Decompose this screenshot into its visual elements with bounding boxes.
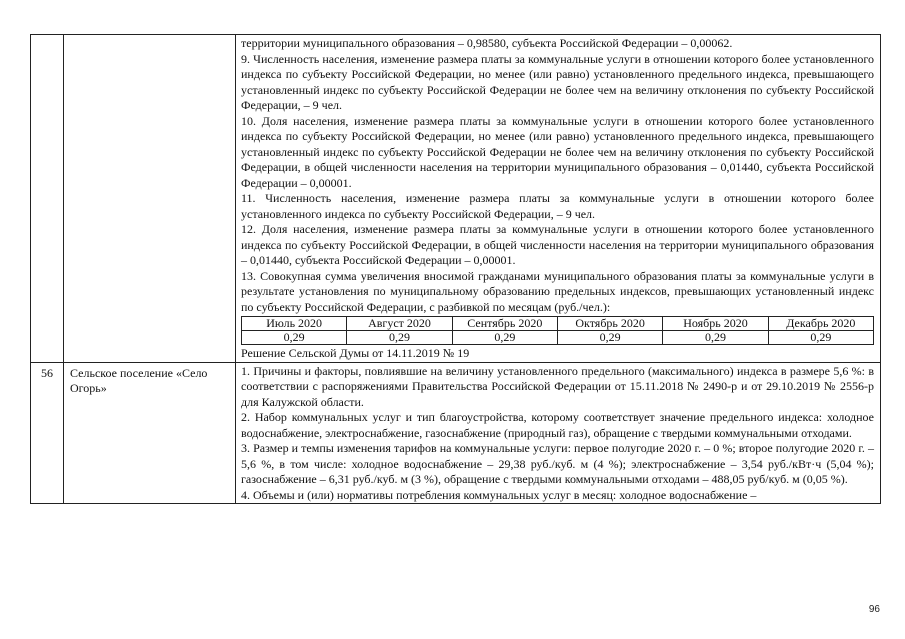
paragraph: 9. Численность населения, изменение размера платы за коммунальные услуги в отношении которого более установленного индекса по субъекту Российской Федерации, но менее (или равно) установленного предельного индекса, превышающего установленный индекс по субъекту Российской Федерации не более чем на величину отклонения по субъекту Российской Федерации, – 9 чел.	[241, 51, 874, 112]
row-body-cell	[236, 35, 881, 363]
paragraph: 12. Доля населения, изменение размера платы за коммунальные услуги в отношении которого более установленного индекса по субъекту Российской Федерации, в общей численности населения на территории муниципального образования – 0,01440, субъекта Российской Федерации – 0,00001.	[241, 222, 874, 267]
month-value: 0,29	[347, 331, 452, 345]
paragraph: 2. Набор коммунальных услуг и тип благоустройства, которому соответствует значение предельного индекса: холодное водоснабжение, электроснабжение, газоснабжение (природный газ), обращение с твердыми коммунальными отходами.	[241, 410, 874, 440]
row-number-cell	[31, 35, 64, 363]
month-value: 0,29	[768, 331, 873, 345]
paragraph: территории муниципального образования – 0,98580, субъекта Российской Федерации – 0,00062.	[241, 36, 733, 50]
table-row-56	[31, 362, 881, 504]
month-value: 0,29	[557, 331, 662, 345]
month-value-row	[242, 331, 874, 345]
table-row-continuation	[31, 35, 881, 363]
month-header: Ноябрь 2020	[663, 317, 768, 331]
monthly-payment-table	[241, 316, 874, 345]
month-value: 0,29	[663, 331, 768, 345]
paragraph: 10. Доля населения, изменение размера платы за коммунальные услуги в отношении которого более установленного индекса по субъекту Российской Федерации, но менее (или равно) установленного предельного индекса, превышающего установленный индекс по субъекту Российской Федерации не более чем на величину отклонения по субъекту Российской Федерации, в общей численности населения на территории муниципального образования – 0,01440, субъекта Российской Федерации – 0,00001.	[241, 113, 874, 190]
row-number: 56	[31, 362, 64, 504]
document-table	[30, 34, 881, 504]
paragraph: 11. Численность населения, изменение размера платы за коммунальные услуги в отношении которого более установленного индекса по субъекту Российской Федерации, – 9 чел.	[241, 191, 874, 221]
month-header: Июль 2020	[242, 317, 347, 331]
decision-reference: Решение Сельской Думы от 14.11.2019 № 19	[241, 346, 470, 360]
row-body-cell	[236, 362, 881, 504]
month-value: 0,29	[242, 331, 347, 345]
month-header: Август 2020	[347, 317, 452, 331]
page-number: 96	[868, 604, 880, 615]
row-name-cell	[64, 35, 236, 363]
paragraph: 13. Совокупная сумма увеличения вносимой гражданами муниципального образования платы за коммунальные услуги в результате установления по муниципальному образованию предельных индексов, превышающих установленный индекс по субъекту Российской Федерации, с разбивкой по месяцам (руб./чел.):	[241, 268, 874, 314]
month-value: 0,29	[452, 331, 557, 345]
paragraph: 3. Размер и темпы изменения тарифов на коммунальные услуги: первое полугодие 2020 г. – 0 %; второе полугодие 2020 г. – 5,6 %, в том числе: холодное водоснабжение – 29,38 руб./куб. м (4 %); электроснабжение – 3,54 руб./кВт·ч (5,04 %); газоснабжение – 6,31 руб./куб. м (3 %), обращение с твердыми коммунальными отходами – 488,05 руб/куб. м (0,05 %).	[241, 441, 874, 486]
paragraph: 1. Причины и факторы, повлиявшие на величину установленного предельного (максимального) индекса в размере 5,6 %: в соответствии с распоряжениями Правительства Российской Федерации от 15.11.2018 № 2490-р и от 29.10.2019 № 2556-р для Калужской области.	[241, 363, 874, 409]
month-header: Декабрь 2020	[768, 317, 873, 331]
settlement-name: Сельское поселение «Село Огорь»	[64, 362, 236, 504]
month-header: Сентябрь 2020	[452, 317, 557, 331]
paragraph: 4. Объемы и (или) нормативы потребления коммунальных услуг в месяц: холодное водоснабжение –	[241, 487, 757, 502]
month-header: Октябрь 2020	[557, 317, 662, 331]
month-header-row	[242, 317, 874, 331]
